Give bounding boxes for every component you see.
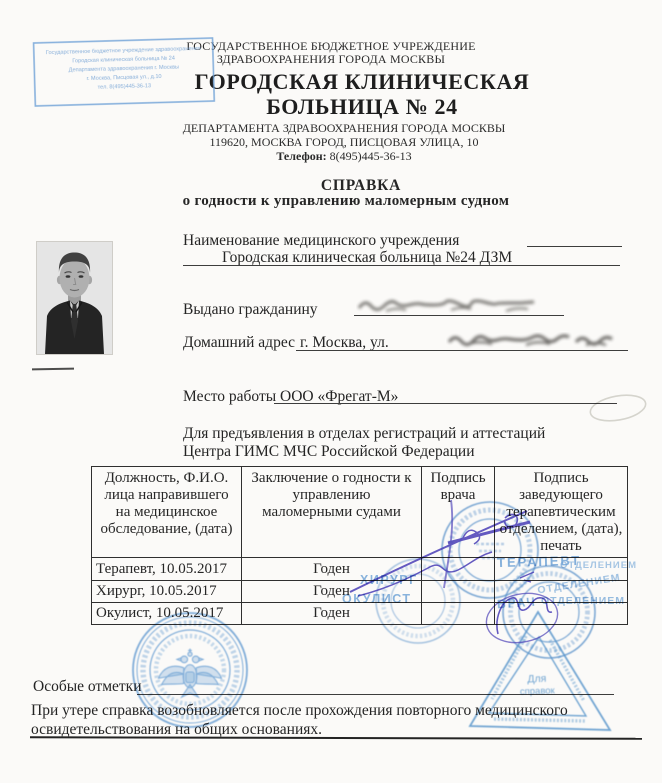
therapist-stamp-word: ТЕРАПЕВТ <box>496 552 582 571</box>
loss-note-line2: освидетельствования на общих основаниях. <box>31 721 322 738</box>
facility-value-underline <box>183 265 620 266</box>
oculist-stamp-word: ОКУЛИСТ <box>342 592 412 606</box>
row1-conclusion: Годен <box>242 558 422 581</box>
special-marks-underline <box>137 694 614 695</box>
col-conclusion: Заключение о годности к управлению маломерными судами <box>242 467 422 558</box>
facility-label: Наименование медицинского учреждения <box>183 232 460 249</box>
photo-underline-mark <box>32 368 74 371</box>
table-row <box>92 603 628 625</box>
issued-to-underline <box>354 315 564 316</box>
row1-head-signature <box>495 558 628 581</box>
row3-doctor-signature <box>422 603 495 625</box>
org-name-line1: ГОСУДАРСТВЕННОЕ БЮДЖЕТНОЕ УЧРЕЖДЕНИЕ <box>186 39 476 53</box>
corner-stamp-line5: тел. 8(495)445-36-13 <box>97 83 152 91</box>
home-address-prefix: г. Москва, ул. <box>300 334 389 351</box>
department-line: ДЕПАРТАМЕНТА ЗДРАВООХРАНЕНИЯ ГОРОДА МОСКВЫ <box>182 121 506 135</box>
hospital-name-line1: ГОРОДСКАЯ КЛИНИЧЕСКАЯ <box>194 69 530 94</box>
triangle-stamp-line2: справок <box>519 685 555 698</box>
workplace-label: Место работы <box>183 388 277 405</box>
org-name-line2: ЗДРАВООХРАНЕНИЯ ГОРОДА МОСКВЫ <box>216 52 446 66</box>
row3-position: Окулист, 10.05.2017 <box>92 603 242 625</box>
double-headed-eagle <box>159 649 222 698</box>
triangle-stamp-line1: Для <box>527 672 547 686</box>
doctor-stamp-word: ВРАЧ <box>496 594 538 612</box>
bottom-rule <box>30 736 642 740</box>
row2-position: Хирург, 10.05.2017 <box>92 581 242 603</box>
hospital-phone <box>26 150 662 163</box>
row2-doctor-signature <box>422 581 495 603</box>
redacted-citizen-name <box>356 295 556 322</box>
corner-rectangle-stamp <box>32 36 216 112</box>
corner-stamp-line2: Городская клиническая больница № 24 <box>72 55 175 65</box>
table-header-row <box>92 467 628 558</box>
home-address-underline <box>296 350 628 351</box>
row2-conclusion: Годен <box>242 581 422 603</box>
row2-head-signature <box>495 581 628 603</box>
hospital-name-line2: БОЛЬНИЦА № 24 <box>266 94 458 119</box>
loss-note-line1: При утере справка возобновляется после прохождения повторного медицинского <box>31 702 568 719</box>
pencil-mark-ellipse <box>588 391 647 424</box>
col-doctor-signature: Подпись врача <box>422 467 495 558</box>
row1-doctor-signature <box>422 558 495 581</box>
issued-to-label: Выдано гражданину <box>183 301 318 318</box>
certificate-title: СПРАВКА <box>320 177 402 194</box>
phone-value: 8(495)445-36-13 <box>329 149 412 163</box>
table-row <box>92 581 628 603</box>
table-row <box>92 558 628 581</box>
row1-position: Терапевт, 10.05.2017 <box>92 558 242 581</box>
hospital-address: 119620, МОСКВА ГОРОД, ПИСЦОВАЯ УЛИЦА, 10 <box>209 135 479 149</box>
examination-table <box>91 466 628 625</box>
phone-label: Телефон: <box>276 149 327 163</box>
purpose-line2: Центра ГИМС МЧС Российской Федерации <box>183 443 475 460</box>
col-head-signature: Подпись заведующего терапевтическим отделением, (дата), печать <box>495 467 628 558</box>
special-marks-label: Особые отметки <box>33 678 142 695</box>
certificate-subtitle: о годности к управлению маломерным судном <box>182 193 510 209</box>
facility-value: Городская клиническая больница №24 ДЗМ <box>222 249 513 266</box>
corner-stamp-line3: Департамента здравоохранения г. Москвы <box>68 64 180 74</box>
home-address-label: Домашний адрес <box>183 334 295 351</box>
corner-stamp-line1: Государственное бюджетное учреждение здравоохранения <box>45 45 201 57</box>
row3-head-signature <box>495 603 628 625</box>
applicant-photo <box>37 242 112 354</box>
workplace-value: ООО «Фрегат-М» <box>280 388 399 405</box>
col-position: Должность, Ф.И.О. лица направившего на медицинское обследование, (дата) <box>92 467 242 558</box>
department-stamp-word-2: ОТДЕЛЕНИЕМ <box>536 571 622 597</box>
corner-stamp-line4: г. Москва, Писцовая ул., д.10 <box>86 73 162 83</box>
workplace-underline <box>274 403 617 404</box>
redacted-address <box>446 330 626 357</box>
facility-label-underline <box>527 246 622 247</box>
row3-conclusion: Годен <box>242 603 422 625</box>
department-stamp-word-1: ОТДЕЛЕНИЕМ <box>560 560 638 571</box>
purpose-line1: Для предъявления в отделах регистраций и аттестаций <box>183 425 546 442</box>
surgeon-stamp-word: ХИРУРГ <box>360 573 418 587</box>
department-stamp-word-3: ОТДЕЛЕНИЕМ <box>541 595 626 607</box>
